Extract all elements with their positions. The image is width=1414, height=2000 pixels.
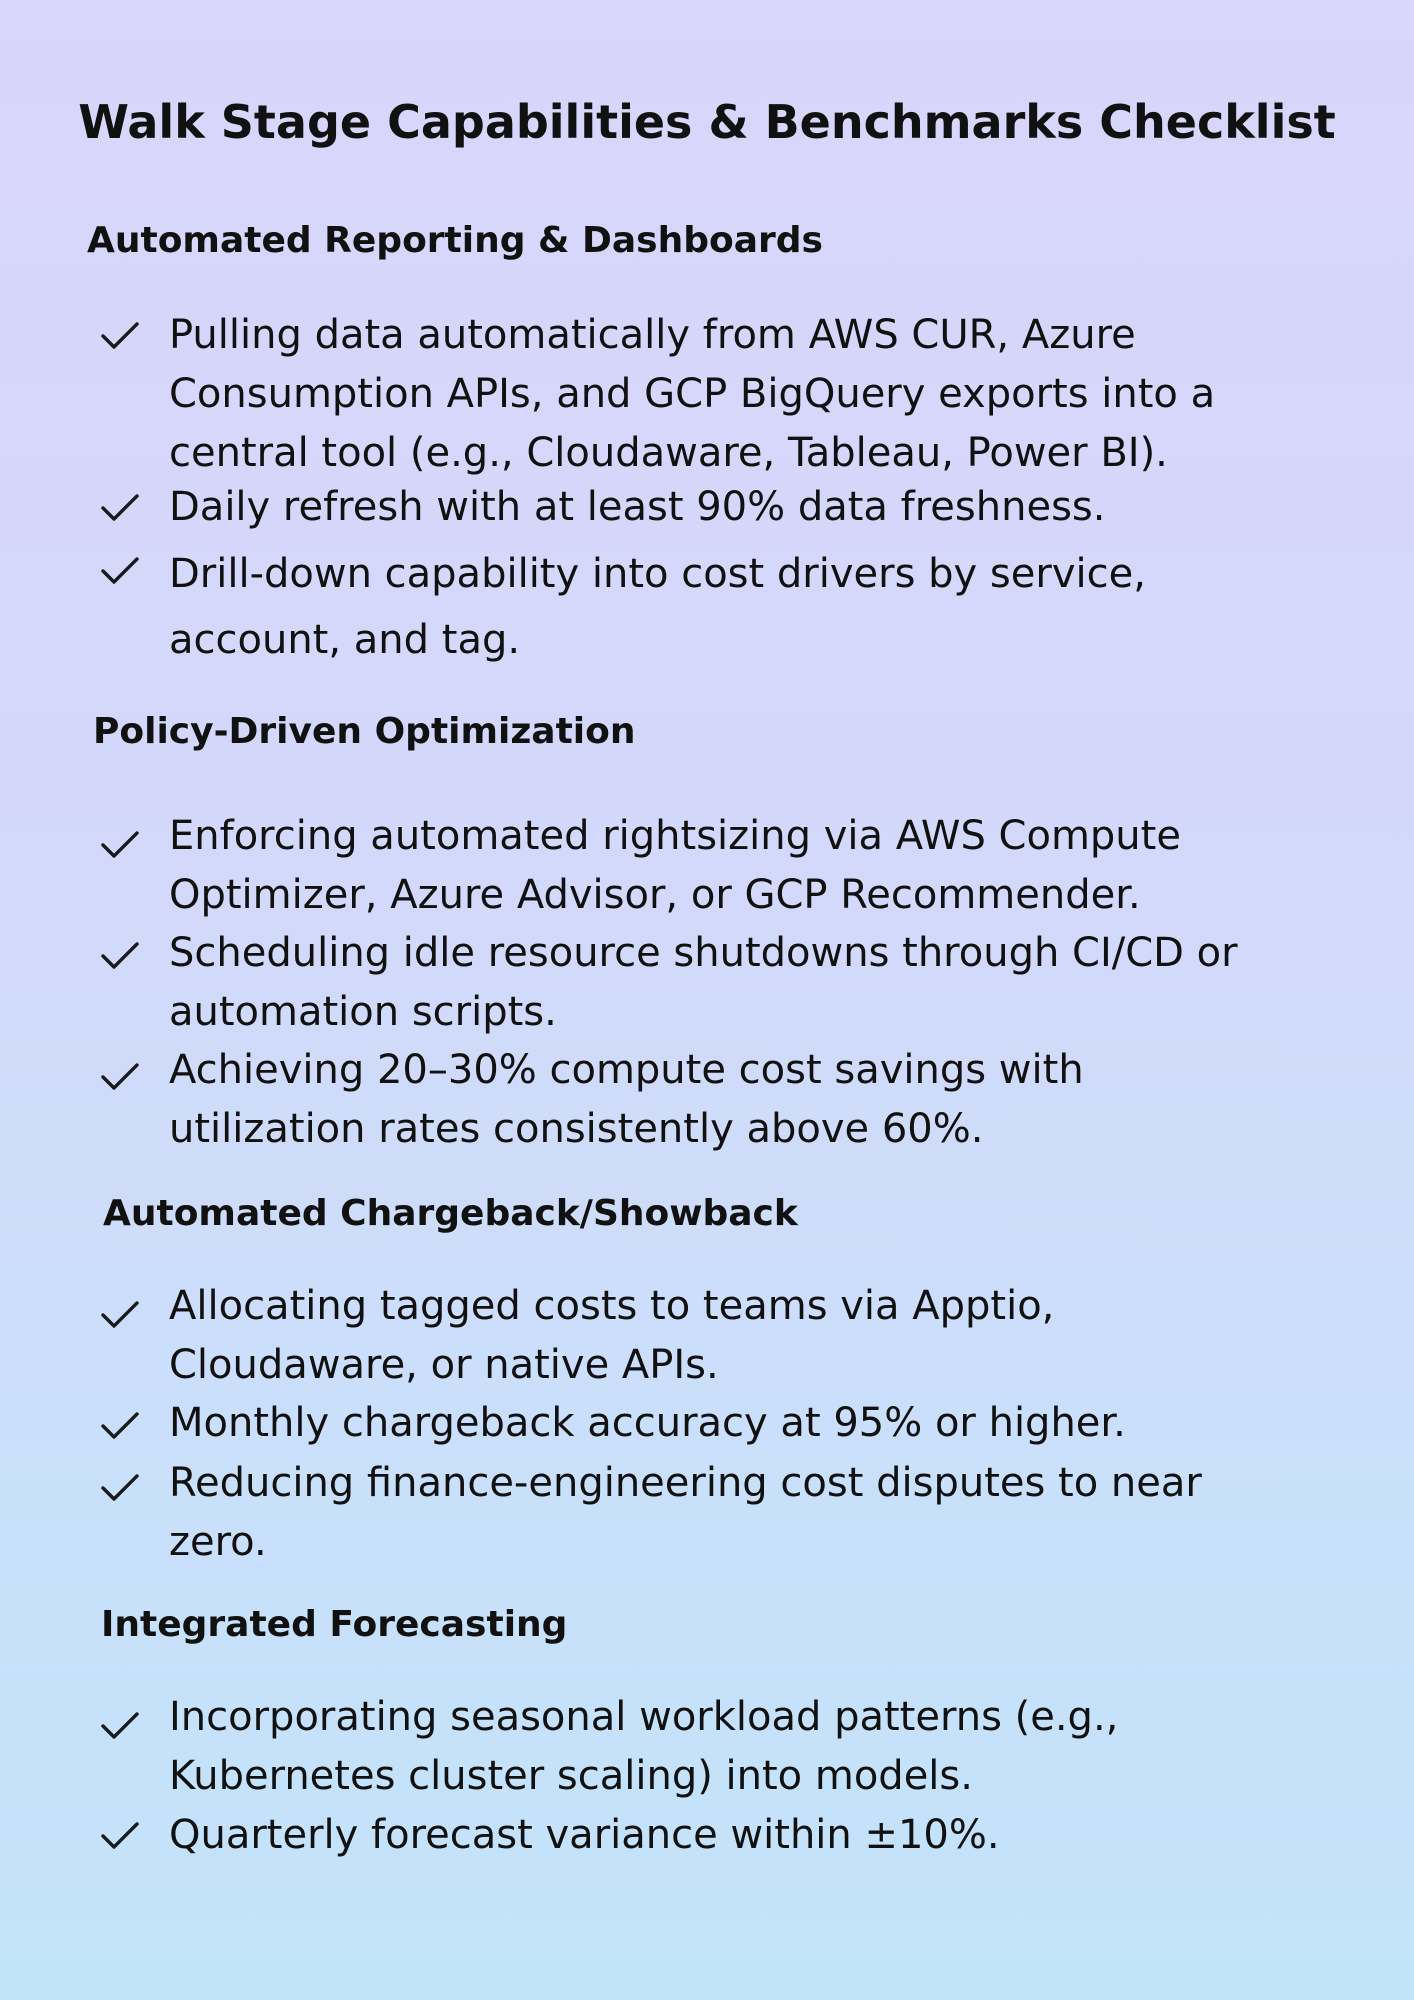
checklist-item-text: Enforcing automated rightsizing via AWS Compute Optimizer, Azure Advisor, or GCP Recommender. xyxy=(169,813,1181,918)
section-heading-policy-driven: Policy-Driven Optimization xyxy=(93,711,636,752)
check-icon xyxy=(100,829,140,861)
section-heading-automated-reporting: Automated Reporting & Dashboards xyxy=(87,220,823,261)
checklist-item-text: Achieving 20–30% compute cost savings with utilization rates consistently above 60%. xyxy=(169,1047,1084,1152)
checklist-item-text: Scheduling idle resource shutdowns through CI/CD or automation scripts. xyxy=(169,930,1238,1035)
checklist-item-text: Pulling data automatically from AWS CUR, Azure Consumption APIs, and GCP BigQuery exports into a central tool (e.g., Cloudaware, Tableau, Power BI). xyxy=(169,312,1216,476)
check-icon xyxy=(100,1472,140,1504)
page-title: Walk Stage Capabilities & Benchmarks Checklist xyxy=(78,95,1336,149)
checklist-item-text: Quarterly forecast variance within ±10%. xyxy=(169,1812,1000,1858)
check-icon xyxy=(100,940,140,972)
checklist-item-text: Allocating tagged costs to teams via Apptio, Cloudaware, or native APIs. xyxy=(169,1283,1055,1388)
checklist-item-text: Drill-down capability into cost drivers by service, account, and tag. xyxy=(169,551,1146,663)
section-heading-forecasting: Integrated Forecasting xyxy=(101,1604,568,1645)
checklist-item-text: Incorporating seasonal workload patterns (e.g., Kubernetes cluster scaling) into models. xyxy=(169,1694,1119,1799)
section-heading-chargeback: Automated Chargeback/Showback xyxy=(103,1193,798,1234)
check-icon xyxy=(100,1710,140,1742)
check-icon xyxy=(100,1410,140,1442)
check-icon xyxy=(100,1820,140,1852)
checklist-item-text: Daily refresh with at least 90% data freshness. xyxy=(169,484,1106,530)
checklist-item-text: Reducing finance-engineering cost disputes to near zero. xyxy=(169,1460,1202,1565)
check-icon xyxy=(100,555,140,587)
check-icon xyxy=(100,320,140,352)
check-icon xyxy=(100,492,140,524)
check-icon xyxy=(100,1299,140,1331)
checklist-item-text: Monthly chargeback accuracy at 95% or higher. xyxy=(169,1400,1126,1446)
check-icon xyxy=(100,1061,140,1093)
